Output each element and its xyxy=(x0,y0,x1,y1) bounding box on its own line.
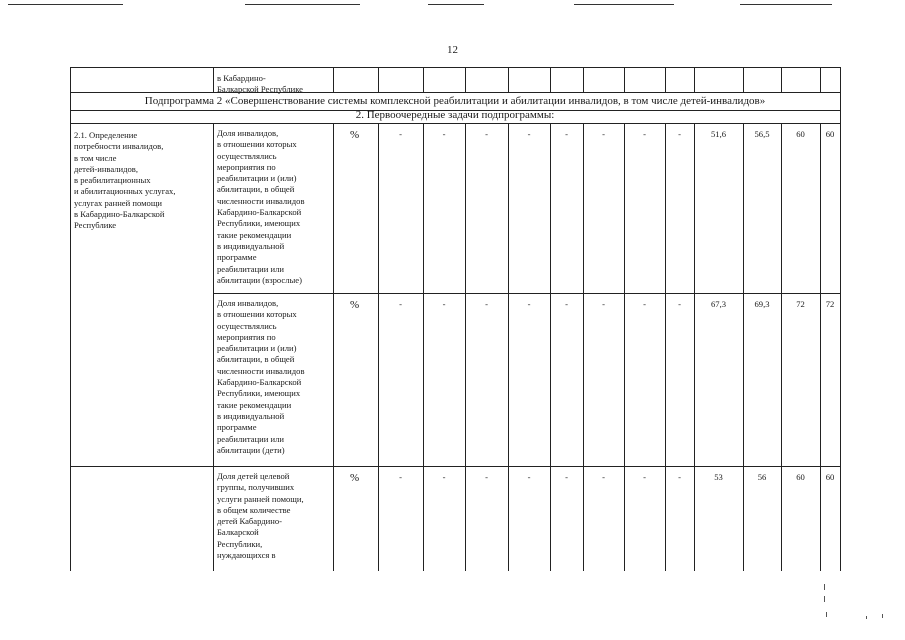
value-cell: - xyxy=(527,472,531,482)
table-rule xyxy=(213,123,214,571)
continuation-indicator-text: в Кабардино- Балкарской Республике xyxy=(217,73,303,95)
table-rule xyxy=(743,123,744,571)
table-rule xyxy=(508,123,509,571)
value-cell: 69,3 xyxy=(754,299,770,309)
scan-mark xyxy=(824,584,825,590)
table-rule xyxy=(665,123,666,571)
table-rule xyxy=(333,67,334,92)
table-rule xyxy=(465,67,466,92)
value-cell: 60 xyxy=(825,472,835,482)
unit-cell: % xyxy=(350,472,360,484)
value-cell: - xyxy=(643,129,646,139)
value-cell: - xyxy=(678,472,681,482)
value-cell: - xyxy=(643,472,646,482)
table-rule xyxy=(624,67,625,92)
table-rule xyxy=(378,123,379,571)
table-rule xyxy=(820,123,821,571)
table-rule xyxy=(694,123,695,571)
table-rule xyxy=(508,67,509,92)
indicator-text: Доля инвалидов, в отношении которых осуществлялись мероприятия по реабилитации и (или) абилитации, в общей численности инвалидов Кабардино-Балкарской Республики, имеющих такие рекомендации в индивидуальной программе реабилитации или абилитации (дети) xyxy=(217,298,305,455)
scan-mark xyxy=(866,616,867,619)
value-cell: - xyxy=(565,299,568,309)
value-cell: - xyxy=(643,299,646,309)
value-cell: 67,3 xyxy=(710,299,727,309)
value-cell: - xyxy=(565,472,568,482)
table-rule xyxy=(624,123,625,571)
unit-cell: % xyxy=(350,129,360,141)
table-rule xyxy=(781,67,782,92)
value-cell: 60 xyxy=(796,472,805,482)
scan-line xyxy=(428,4,484,5)
scan-mark xyxy=(882,614,883,618)
value-cell: 72 xyxy=(796,299,805,309)
scan-line xyxy=(245,4,360,5)
table-rule xyxy=(694,67,695,92)
value-cell: - xyxy=(602,129,605,139)
value-cell: 56,5 xyxy=(754,129,770,139)
table-rule xyxy=(550,123,551,571)
value-cell: - xyxy=(678,299,681,309)
table-rule xyxy=(70,123,840,124)
table-rule xyxy=(70,67,840,68)
value-cell: 53 xyxy=(714,472,723,482)
scan-line xyxy=(574,4,674,5)
indicator-text: Доля инвалидов, в отношении которых осуществлялись мероприятия по реабилитации и (или) абилитации, в общей численности инвалидов Кабардино-Балкарской Республики, имеющих такие рекомендации в индивидуальной программе реабилитации или абилитации (взрослые) xyxy=(217,128,305,285)
value-cell: - xyxy=(399,129,402,139)
table-rule xyxy=(70,92,840,93)
subprogram-title: Подпрограмма 2 «Совершенствование системы комплексной реабилитации и абилитации инвалидов, в том числе детей-инвалидов» xyxy=(144,95,766,107)
value-cell: 60 xyxy=(796,129,805,139)
value-cell: - xyxy=(485,472,488,482)
table-rule xyxy=(423,123,424,571)
value-cell: - xyxy=(399,299,402,309)
table-rule xyxy=(70,67,71,571)
table-rule xyxy=(70,466,840,467)
value-cell: - xyxy=(602,299,605,309)
table-rule xyxy=(781,123,782,571)
value-cell: - xyxy=(442,299,446,309)
scan-mark xyxy=(826,612,827,617)
page-number: 12 xyxy=(447,44,458,56)
value-cell: - xyxy=(442,472,446,482)
indicator-text: Доля детей целевой группы, получивших услуги ранней помощи, в общем количестве детей Кабардино- Балкарской Республики, нуждающихся в xyxy=(217,471,304,561)
table-rule xyxy=(665,67,666,92)
task-label: 2.1. Определение потребности инвалидов, в том числе детей-инвалидов, в реабилитационных и абилитационных услугах, услугах ранней помощи в Кабардино-Балкарской Республике xyxy=(74,130,176,231)
table-rule xyxy=(333,123,334,571)
value-cell: - xyxy=(678,129,681,139)
value-cell: - xyxy=(527,299,531,309)
table-rule xyxy=(213,293,840,294)
table-rule xyxy=(465,123,466,571)
table-rule xyxy=(378,67,379,92)
value-cell: - xyxy=(485,299,488,309)
table-rule xyxy=(820,67,821,92)
value-cell: - xyxy=(442,129,446,139)
value-cell: - xyxy=(485,129,488,139)
value-cell: - xyxy=(565,129,568,139)
value-cell: - xyxy=(527,129,531,139)
scan-line xyxy=(8,4,123,5)
table-rule xyxy=(583,67,584,92)
value-cell: 56 xyxy=(757,472,767,482)
table-rule xyxy=(583,123,584,571)
value-cell: - xyxy=(602,472,605,482)
tasks-heading: 2. Первоочередные задачи подпрограммы: xyxy=(355,109,555,121)
value-cell: 72 xyxy=(825,299,835,309)
table-rule xyxy=(423,67,424,92)
value-cell: 60 xyxy=(825,129,835,139)
value-cell: - xyxy=(399,472,402,482)
table-rule xyxy=(840,67,841,571)
table-rule xyxy=(743,67,744,92)
scan-line xyxy=(740,4,832,5)
table-rule xyxy=(550,67,551,92)
value-cell: 51,6 xyxy=(710,129,727,139)
scan-mark xyxy=(824,596,825,602)
table-rule xyxy=(213,67,214,92)
unit-cell: % xyxy=(350,299,360,311)
